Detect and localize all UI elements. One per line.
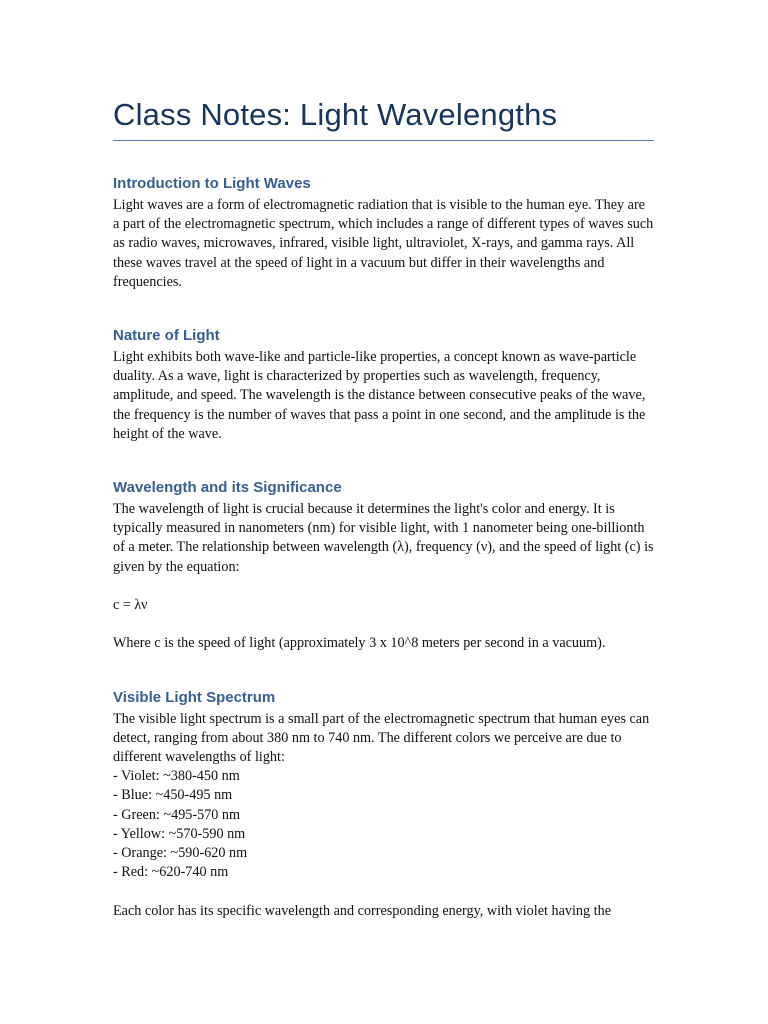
section-heading: Introduction to Light Waves (113, 175, 311, 192)
section-heading: Wavelength and its Significance (113, 479, 342, 497)
equation: c = λν (113, 597, 148, 614)
section-wavelength-significance (113, 478, 654, 654)
section-nature-of-light (113, 326, 654, 444)
blank-line (113, 577, 654, 596)
section-introduction (113, 174, 654, 292)
list-item: - Violet: ~380-450 nm (113, 768, 240, 785)
blank-line (113, 882, 654, 901)
section-heading: Visible Light Spectrum (113, 688, 276, 706)
list-item: - Blue: ~450-495 nm (113, 787, 233, 804)
section-heading: Nature of Light (113, 327, 220, 345)
list-item: - Green: ~495-570 nm (113, 806, 241, 823)
list-item: - Orange: ~590-620 nm (113, 845, 248, 862)
blank-line (113, 615, 654, 634)
list-item: - Red: ~620-740 nm (113, 864, 229, 881)
paragraph: The wavelength of light is crucial because it determines the light's color and energy. It is typically measured in nanometers (nm) for visible light, with 1 nanometer being one-billionth of a meter. The relationship between wavelength (λ), frequency (ν), and the speed of light (c) is given by the equation: (113, 501, 654, 575)
page-title: Class Notes: Light Wavelengths (113, 96, 654, 141)
paragraph: Each color has its specific wavelength and corresponding energy, with violet having the (113, 902, 611, 919)
paragraph: Light exhibits both wave-like and particle-like properties, a concept known as wave-particle duality. As a wave, light is characterized by properties such as wavelength, frequency, amplitude, and speed. The wavelength is the distance between consecutive peaks of the wave, the frequency is the number of waves that pass a point in one second, and the amplitude is the height of the wave. (113, 349, 646, 442)
color-wavelength-list (113, 767, 654, 882)
section-visible-spectrum (113, 688, 654, 921)
paragraph: Light waves are a form of electromagnetic radiation that is visible to the human eye. They are a part of the electromagnetic spectrum, which includes a range of different types of waves such as radio waves, microwaves, infrared, visible light, ultraviolet, X-rays, and gamma rays. All these waves travel at the speed of light in a vacuum but differ in their wavelengths and frequencies. (113, 197, 654, 290)
list-item: - Yellow: ~570-590 nm (113, 825, 246, 842)
paragraph: Where c is the speed of light (approximately 3 x 10^8 meters per second in a vacuum). (113, 635, 606, 652)
paragraph: The visible light spectrum is a small part of the electromagnetic spectrum that human eyes can detect, ranging from about 380 nm to 740 nm. The different colors we perceive are due to different wavelengths of light: (113, 710, 650, 766)
